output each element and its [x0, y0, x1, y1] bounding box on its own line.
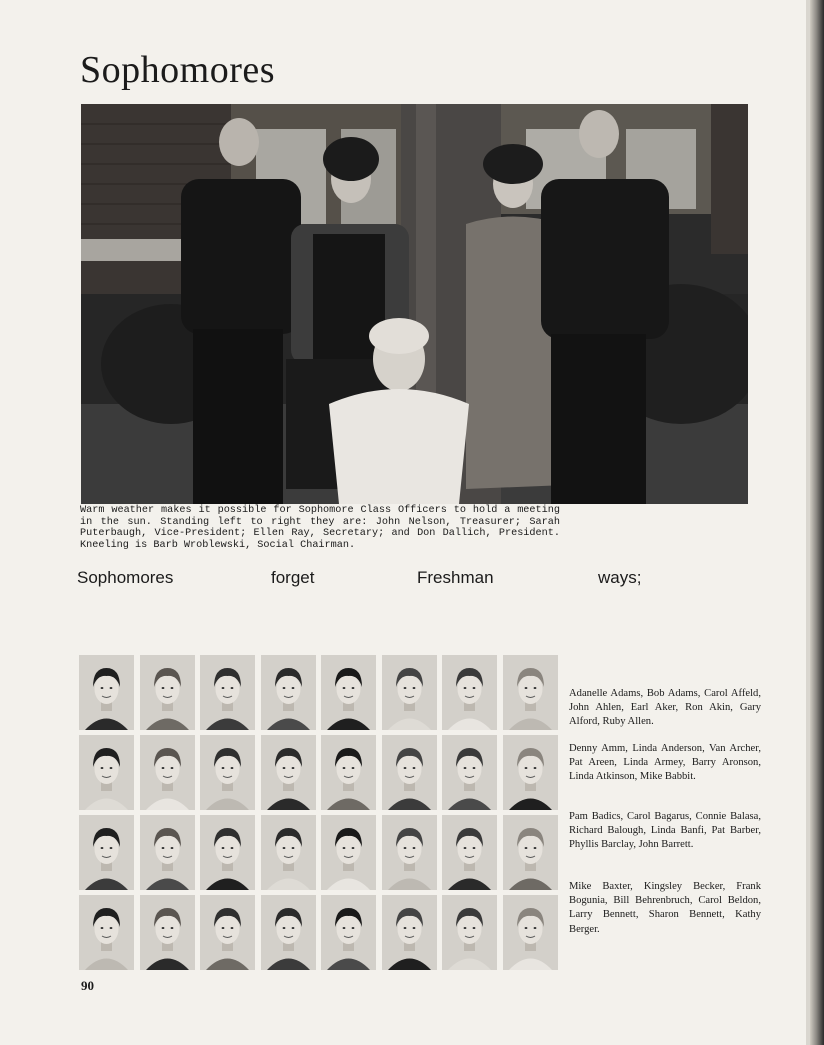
student-portrait — [503, 655, 558, 730]
tagline-word-4: ways; — [598, 568, 642, 587]
student-portrait — [140, 815, 195, 890]
student-portrait — [503, 895, 558, 970]
student-portrait — [140, 655, 195, 730]
student-portrait — [261, 655, 316, 730]
student-portrait — [200, 655, 255, 730]
student-portrait — [261, 735, 316, 810]
page-title: Sophomores — [80, 49, 275, 91]
student-portrait — [382, 735, 437, 810]
student-portrait — [200, 815, 255, 890]
student-portrait — [321, 815, 376, 890]
student-portrait — [79, 735, 134, 810]
student-portrait — [382, 655, 437, 730]
student-portrait — [442, 895, 497, 970]
student-portrait — [261, 895, 316, 970]
student-portrait — [382, 815, 437, 890]
student-portrait — [382, 895, 437, 970]
photo-caption: Warm weather makes it possible for Sophomore Class Officers to hold a meeting in the sun. Standing left to right they are: John Nelson, Treasurer; Sarah Puterbaugh, Vice-President; Ellen Ray, Secretary; and Don Dallich, President. Kneeling is Barb Wroblewski, Social Chairman. — [80, 505, 560, 551]
portrait-names-row-1: Adanelle Adams, Bob Adams, Carol Affeld, John Ahlen, Earl Aker, Ron Akin, Gary Alford, Ruby Allen. — [569, 688, 761, 728]
student-portrait — [442, 655, 497, 730]
student-portrait — [261, 815, 316, 890]
tagline-word-2: forget — [271, 568, 315, 587]
student-portrait — [321, 895, 376, 970]
tagline-word-3: Freshman — [417, 568, 494, 587]
student-portrait — [321, 655, 376, 730]
page-binding-edge — [810, 0, 824, 1045]
portrait-names-row-2: Denny Amm, Linda Anderson, Van Archer, Pat Areen, Linda Armey, Barry Aronson, Linda Atkinson, Mike Babbit. — [569, 743, 761, 783]
student-portrait — [79, 815, 134, 890]
student-portrait — [200, 895, 255, 970]
student-portrait — [503, 735, 558, 810]
student-portrait — [140, 735, 195, 810]
portrait-names-row-4: Mike Baxter, Kingsley Becker, Frank Bogunia, Bill Behrenbruch, Carol Beldon, Larry Bennett, Sharon Bennett, Kathy Berger. — [569, 881, 761, 935]
portrait-names-row-3: Pam Badics, Carol Bagarus, Connie Balasa, Richard Balough, Linda Banfi, Pat Barber, Phyllis Barclay, John Barrett. — [569, 811, 761, 851]
student-portrait — [503, 815, 558, 890]
student-portrait — [442, 815, 497, 890]
portrait-grid — [79, 655, 558, 970]
class-officers-photo — [81, 104, 748, 504]
student-portrait — [200, 735, 255, 810]
student-portrait — [79, 895, 134, 970]
student-portrait — [140, 895, 195, 970]
student-portrait — [79, 655, 134, 730]
page-number: 90 — [81, 978, 94, 993]
student-portrait — [321, 735, 376, 810]
tagline-word-1: Sophomores — [77, 568, 174, 587]
student-portrait — [442, 735, 497, 810]
